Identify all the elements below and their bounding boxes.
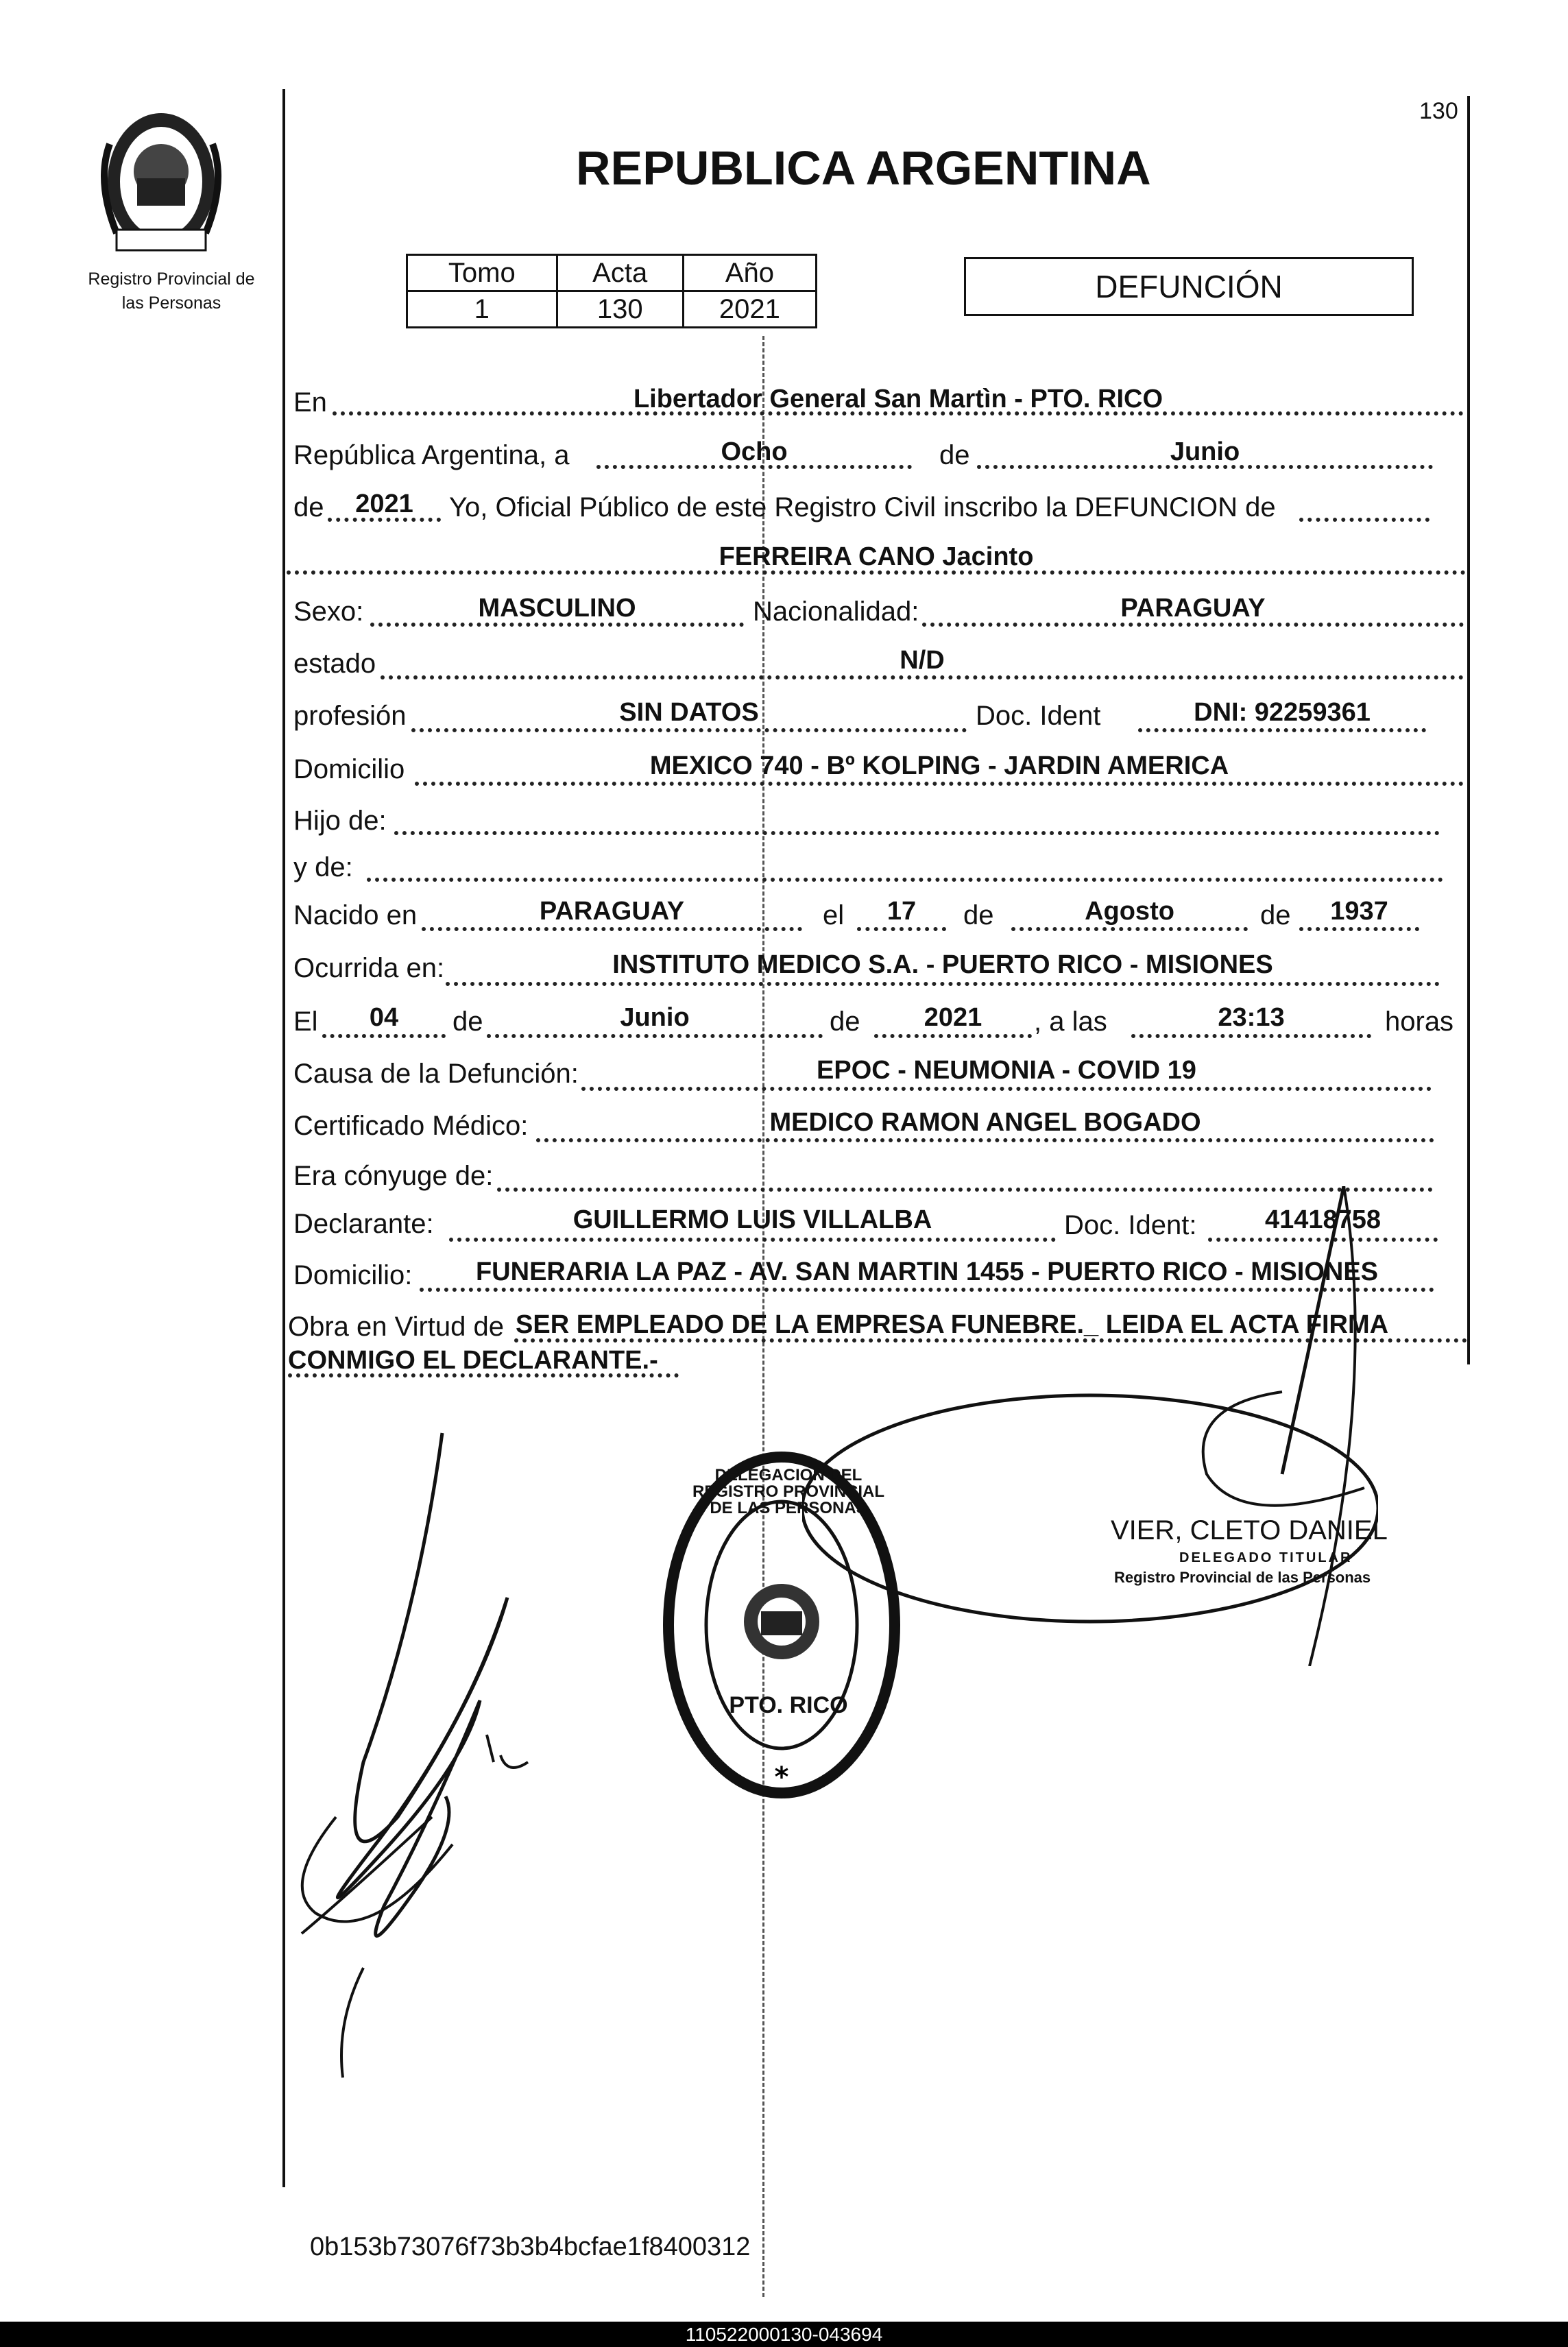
label-hijo-de: Hijo de: [293, 806, 387, 836]
value-birth-month: Agosto [1085, 897, 1174, 926]
dotted-line [857, 927, 946, 931]
value-nacido-en: PARAGUAY [539, 897, 685, 926]
dotted-line [1299, 518, 1430, 522]
value-sexo: MASCULINO [478, 594, 636, 623]
label-y-de: y de: [293, 852, 353, 882]
label-causa: Causa de la Defunción: [293, 1059, 579, 1089]
dotted-line [487, 1034, 823, 1038]
value-domicilio-2: FUNERARIA LA PAZ - AV. SAN MARTIN 1455 - PUERTO RICO - MISIONES [475, 1257, 1379, 1286]
value-acta: 130 [557, 291, 683, 328]
value-obra-line2: CONMIGO EL DECLARANTE.- [288, 1346, 658, 1375]
label-profesion: profesión [293, 701, 407, 731]
value-anio: 2021 [683, 291, 816, 328]
value-causa: EPOC - NEUMONIA - COVID 19 [817, 1056, 1196, 1085]
value-death-day: 04 [369, 1003, 399, 1032]
label-horas: horas [1385, 1007, 1454, 1037]
dotted-line [381, 675, 1464, 679]
value-certificado: MEDICO RAMON ANGEL BOGADO [769, 1108, 1201, 1137]
dotted-line [415, 782, 1464, 786]
value-birth-day: 17 [886, 897, 917, 926]
value-month: Junio [1170, 437, 1240, 466]
label-republica: República Argentina, a [293, 440, 570, 470]
label-de: de [453, 1007, 483, 1037]
label-nacionalidad: Nacionalidad: [753, 597, 919, 627]
label-domicilio: Domicilio [293, 754, 405, 784]
dotted-line [536, 1138, 1434, 1142]
dotted-line [288, 1373, 679, 1377]
label-el: El [293, 1007, 318, 1037]
dotted-line [581, 1087, 1432, 1091]
value-obra-line1: SER EMPLEADO DE LA EMPRESA FUNEBRE._ LEIDA EL ACTA FIRMA [516, 1310, 1389, 1339]
dotted-line [922, 623, 1464, 627]
value-ocurrida-en: INSTITUTO MEDICO S.A. - PUERTO RICO - MISIONES [612, 950, 1273, 979]
value-estado: N/D [900, 646, 945, 675]
dotted-line [411, 728, 967, 732]
value-tomo: 1 [407, 291, 557, 328]
dotted-line [1131, 1034, 1371, 1038]
registry-name-line1: Registro Provincial de [88, 269, 255, 289]
label-doc-ident: Doc. Ident [976, 701, 1101, 731]
label-ocurrida-en: Ocurrida en: [293, 953, 445, 983]
dotted-line [322, 1034, 446, 1038]
value-deceased-name: FERREIRA CANO Jacinto [719, 542, 1034, 571]
doc-type-box: DEFUNCIÓN [964, 257, 1414, 316]
label-nacido-en: Nacido en [293, 900, 418, 930]
svg-text:*: * [774, 1761, 789, 1793]
inscribo-text: Yo, Oficial Público de este Registro Civil inscribo la DEFUNCION de [449, 492, 1276, 522]
value-doc-ident: DNI: 92259361 [1194, 698, 1371, 727]
value-day: Ocho [721, 437, 788, 466]
header-anio: Año [683, 255, 816, 291]
label-domicilio-2: Domicilio: [293, 1260, 413, 1290]
label-a-las: , a las [1034, 1007, 1107, 1037]
label-estado: estado [293, 649, 376, 679]
page-number: 130 [1419, 98, 1458, 124]
value-domicilio: MEXICO 740 - Bº KOLPING - JARDIN AMERICA [649, 751, 1229, 780]
document-hash: 0b153b73076f73b3b4bcfae1f8400312 [310, 2232, 751, 2261]
label-declarante: Declarante: [293, 1209, 434, 1239]
stamp-text-bottom: PTO. RICO [729, 1692, 848, 1718]
dotted-line [1138, 728, 1426, 732]
value-profesion: SIN DATOS [619, 698, 759, 727]
dotted-line [394, 831, 1440, 835]
official-title: DELEGADO TITULAR [1179, 1550, 1353, 1565]
dotted-line [874, 1034, 1032, 1038]
label-de: de [963, 900, 994, 930]
label-en: En [293, 387, 327, 418]
label-sexo: Sexo: [293, 597, 364, 627]
dotted-line [367, 878, 1443, 882]
right-margin-line [1467, 96, 1470, 1364]
label-doc-ident-2: Doc. Ident: [1064, 1210, 1197, 1240]
value-doc-ident-2: 41418758 [1264, 1205, 1382, 1234]
dotted-line [1011, 927, 1248, 931]
label-conyuge: Era cónyuge de: [293, 1161, 494, 1191]
registration-table [406, 254, 817, 328]
label-el: el [823, 900, 845, 930]
label-obra: Obra en Virtud de [288, 1312, 505, 1342]
label-de: de [293, 492, 324, 522]
value-death-time: 23:13 [1218, 1003, 1285, 1032]
value-birth-year: 1937 [1330, 897, 1388, 926]
stamp-text-top: DELEGACION DEL REGISTRO PROVINCIAL DE LAS PERSONAS [692, 1466, 885, 1517]
value-nacionalidad: PARAGUAY [1120, 594, 1266, 623]
dotted-line [422, 927, 802, 931]
value-death-month: Junio [620, 1003, 690, 1032]
official-name: VIER, CLETO DANIEL [1111, 1515, 1388, 1545]
value-place: Libertador General San Martìn - PTO. RICO [633, 385, 1163, 413]
province-seal-icon [89, 103, 233, 261]
label-de: de [939, 440, 970, 470]
value-death-year: 2021 [924, 1003, 982, 1032]
value-year: 2021 [355, 490, 413, 518]
dotted-line [370, 623, 744, 627]
value-declarante: GUILLERMO LUIS VILLALBA [572, 1205, 932, 1234]
registry-name-line2: las Personas [121, 293, 221, 313]
footer-bar: 110522000130-043694 [0, 2322, 1568, 2347]
header-acta: Acta [557, 255, 683, 291]
dotted-line [1299, 927, 1419, 931]
label-de: de [1260, 900, 1291, 930]
header-tomo: Tomo [407, 255, 557, 291]
label-certificado: Certificado Médico: [293, 1111, 529, 1141]
official-org: Registro Provincial de las Personas [1114, 1569, 1371, 1586]
official-signature-icon [802, 1186, 1378, 1666]
label-de: de [830, 1007, 860, 1037]
dotted-line [446, 982, 1440, 986]
page-title: REPUBLICA ARGENTINA [576, 141, 1151, 195]
